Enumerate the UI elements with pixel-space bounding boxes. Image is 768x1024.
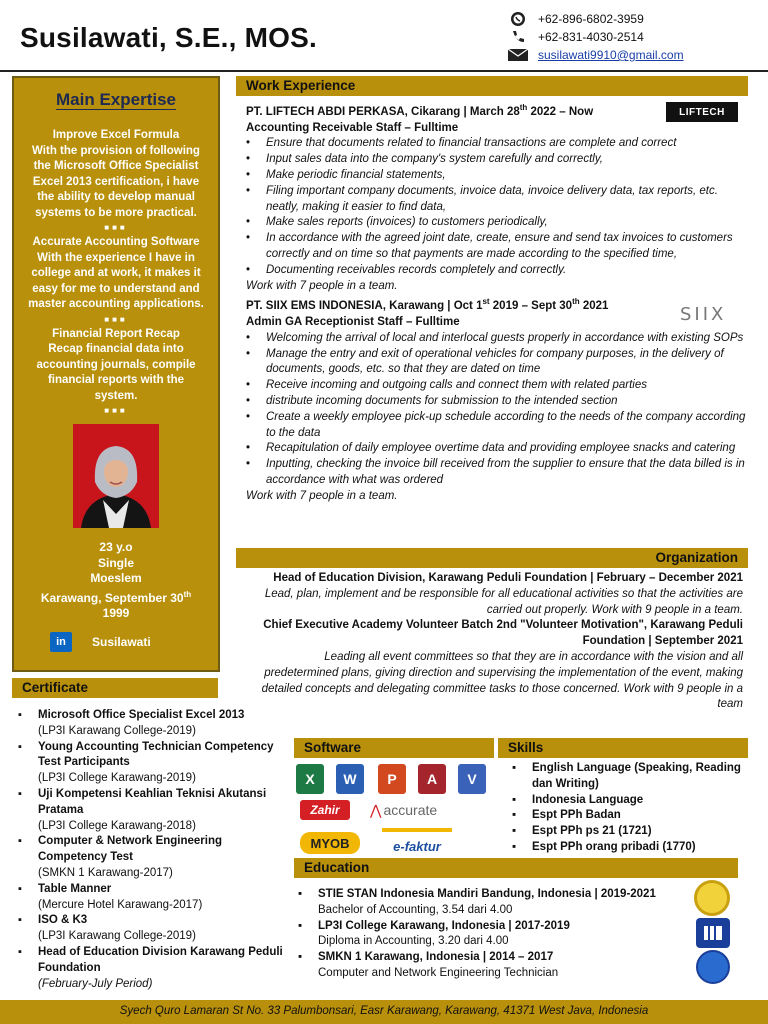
birth-place-date: Karawang, September 30th	[40, 589, 192, 605]
job-company-line: PT. SIIX EMS INDONESIA, Karawang | Oct 1st 2019 – Sept 30th 2021	[246, 297, 609, 313]
myob-logo: MYOB	[300, 832, 360, 854]
software-header: Software	[294, 738, 494, 758]
age: 23 y.o	[99, 540, 133, 554]
skills-header: Skills	[498, 738, 748, 758]
phone-number-2: +62-831-4030-2514	[538, 30, 644, 44]
accurate-mark-icon: ⋀	[370, 801, 382, 818]
duty-item: • distribute incoming documents for submission to the intended section	[246, 394, 746, 410]
org-heading: Head of Education Division, Karawang Peduli Foundation | February – December 2021	[273, 572, 743, 584]
lp3i-logo-icon	[696, 918, 730, 948]
contact-block	[506, 10, 766, 64]
certificate-item: ▪ Table Manner	[18, 882, 288, 898]
expertise-text: With the provision of following the Microsoft Office Specialist Excel 2013 certification, i have the ability to develop manual systems to be more practical.	[32, 144, 200, 219]
skill-item: ▪ Indonesia Language	[512, 793, 756, 809]
team-size: Work with 7 people in a team.	[246, 489, 398, 502]
organization-section	[256, 571, 743, 713]
certificate-item: ▪ Young Accounting Technician Competency Test Participants	[18, 740, 288, 772]
job-duties-list	[246, 331, 746, 489]
duty-item: • Welcoming the arrival of local and interlocal guests properly in accordance with existing SOPs	[246, 331, 746, 347]
linkedin-name: Susilawati	[92, 634, 151, 649]
duty-item: • In accordance with the agreed joint date, create, ensure and send tax invoices to customers correctly and on time so that payments are made according to the specified time,	[246, 231, 746, 263]
header-divider	[0, 70, 768, 72]
expertise-heading: Improve Excel Formula	[52, 129, 180, 141]
duty-item: • Receive incoming and outgoing calls and connect them with related parties	[246, 378, 746, 394]
contact-phone-row-1	[506, 10, 766, 28]
certificate-item: ▪ Uji Kompetensi Keahlian Teknisi Akutansi Pratama	[18, 787, 288, 819]
org-heading: Chief Executive Academy Volunteer Batch 2nd "Volunteer Motivation", Karawang Peduli Foundation | September 2021	[263, 619, 743, 648]
phone-number-1: +62-896-6802-3959	[538, 12, 644, 26]
duty-item: • Filing important company documents, invoice data, invoice delivery data, tax reports, etc. neatly, making it easier to find data,	[246, 184, 746, 216]
job-role: Accounting Receivable Staff – Fulltime	[246, 121, 459, 134]
access-icon: A	[418, 764, 446, 794]
expertise-block-accounting	[14, 235, 218, 313]
skill-item: ▪ Espt PPh Badan	[512, 808, 756, 824]
expertise-text: With the experience I have in college and at work, it makes it easy for me to understand and master accounting applications.	[28, 251, 204, 310]
duty-item: • Inputting, checking the invoice bill received from the supplier to ensure that the data billed is in accordance with what was ordered	[246, 457, 746, 489]
certificate-source: (Mercure Hotel Karawang-2017)	[38, 898, 203, 911]
skill-item: ▪ Espt PPh orang pribadi (1770)	[512, 840, 756, 856]
marital-status: Single	[97, 555, 134, 570]
education-school: ▪ LP3I College Karawang, Indonesia | 2017-2019	[298, 919, 698, 935]
stie-stan-seal-icon	[694, 880, 730, 916]
organization-header: Organization	[236, 548, 748, 568]
certificate-item: ▪ Microsoft Office Specialist Excel 2013	[18, 708, 288, 724]
duty-item: • Make sales reports (invoices) to customers periodically,	[246, 215, 746, 231]
efaktur-logo: e-faktur	[382, 828, 452, 854]
zahir-logo: Zahir	[300, 800, 350, 820]
sidebar	[12, 76, 220, 672]
smkn-seal-icon	[696, 950, 730, 984]
org-description: Leading all event committees so that they are in accordance with the vision and all predetermined plans, giving direction and supervising the implementation of the event, making detailed concepts and delegating committee tasks to those concerned. Work with 9 people in a team	[261, 650, 743, 711]
certificate-source: (LP3I Karawang College-2019)	[38, 930, 196, 943]
profile-photo	[73, 424, 159, 528]
siix-logo: SIIX	[680, 304, 727, 325]
divider-dots: ■■■	[104, 223, 128, 232]
org-description: Lead, plan, implement and be responsible for all educational activities so that the activities are carried out properly. Work with 9 people in a team.	[264, 587, 743, 616]
linkedin-icon: in	[50, 632, 72, 652]
skills-section	[512, 761, 756, 856]
expertise-block-report	[14, 327, 218, 405]
education-header: Education	[294, 858, 738, 878]
whatsapp-icon	[506, 11, 530, 27]
excel-icon: X	[296, 764, 324, 794]
birth-year: 1999	[102, 606, 130, 620]
certificate-item: ▪ Computer & Network Engineering Competency Test	[18, 834, 288, 866]
visio-icon: V	[458, 764, 486, 794]
job-duties-list	[246, 136, 746, 278]
duty-item: • Create a weekly employee pick-up schedule according to the needs of the company according to the data	[246, 410, 746, 442]
powerpoint-icon: P	[378, 764, 406, 794]
certificate-source: (LP3I College Karawang-2018)	[38, 819, 196, 832]
education-degree: Computer and Network Engineering Technician	[318, 966, 559, 979]
email-link[interactable]: susilawati9910@gmail.com	[538, 48, 684, 62]
duty-item: • Make periodic financial statements,	[246, 168, 746, 184]
job-company-line: PT. LIFTECH ABDI PERKASA, Cikarang | March 28th 2022 – Now	[246, 103, 594, 118]
contact-phone-row-2	[506, 28, 766, 46]
education-degree: Bachelor of Accounting, 3.54 dari 4.00	[318, 903, 513, 916]
linkedin-row[interactable]	[50, 632, 218, 652]
certificate-source: (SMKN 1 Karawang-2017)	[38, 866, 173, 879]
work-experience-section	[246, 100, 746, 505]
team-size: Work with 7 people in a team.	[246, 279, 398, 292]
duty-item: • Ensure that documents related to financial transactions are complete and correct	[246, 136, 746, 152]
certificate-source: (LP3I Karawang College-2019)	[38, 724, 196, 737]
certificate-item: ▪ ISO & K3	[18, 913, 288, 929]
software-icons	[296, 762, 496, 858]
certificate-section	[18, 708, 288, 992]
religion: Moeslem	[90, 571, 142, 585]
email-icon	[506, 47, 530, 63]
duty-item: • Recapitulation of daily employee overtime data and providing employee snacks and catering	[246, 441, 746, 457]
expertise-block-excel	[14, 128, 218, 221]
education-degree: Diploma in Accounting, 3.20 dari 4.00	[318, 935, 509, 948]
work-experience-header: Work Experience	[236, 76, 748, 96]
divider-dots: ■■■	[104, 406, 128, 415]
education-section	[298, 887, 698, 982]
job-role: Admin GA Receptionist Staff – Fulltime	[246, 316, 460, 329]
liftech-logo: LIFTECH	[666, 102, 738, 122]
duty-item: • Manage the entry and exit of operational vehicles for company purposes, in the delivery of documents, goods, etc. so that they are dated on time	[246, 347, 746, 379]
footer-address: Syech Quro Lamaran St No. 33 Palumbonsari, Easr Karawang, Karawang, 41371 West Java, Indonesia	[0, 1000, 768, 1024]
candidate-name: Susilawati, S.E., MOS.	[20, 22, 317, 53]
expertise-heading: Financial Report Recap	[52, 327, 180, 340]
main-expertise-title: Main Expertise	[56, 90, 176, 109]
certificate-item: ▪ Head of Education Division Karawang Peduli Foundation	[18, 945, 288, 977]
duty-item: • Documenting receivables records completely and correctly.	[246, 263, 746, 279]
personal-info	[14, 540, 218, 622]
education-school: ▪ SMKN 1 Karawang, Indonesia | 2014 – 2017	[298, 950, 698, 966]
duty-item: • Input sales data into the company's system carefully and correctly,	[246, 152, 746, 168]
certificate-source: (February-July Period)	[38, 977, 153, 990]
skill-item: ▪ Espt PPh ps 21 (1721)	[512, 824, 756, 840]
phone-icon	[506, 29, 530, 45]
contact-email-row	[506, 46, 766, 64]
education-school: ▪ STIE STAN Indonesia Mandiri Bandung, Indonesia | 2019-2021	[298, 887, 698, 903]
expertise-text: Recap financial data into accounting journals, compile financial reports with the system.	[36, 343, 196, 402]
certificate-header: Certificate	[12, 678, 218, 698]
certificate-source: (LP3I College Karawang-2019)	[38, 772, 196, 785]
expertise-heading: Accurate Accounting Software	[32, 236, 200, 248]
divider-dots: ■■■	[104, 314, 128, 324]
accurate-logo: ⋀ accurate	[370, 801, 438, 818]
word-icon: W	[336, 764, 364, 794]
skill-item: ▪ English Language (Speaking, Reading dan Writing)	[512, 761, 756, 793]
